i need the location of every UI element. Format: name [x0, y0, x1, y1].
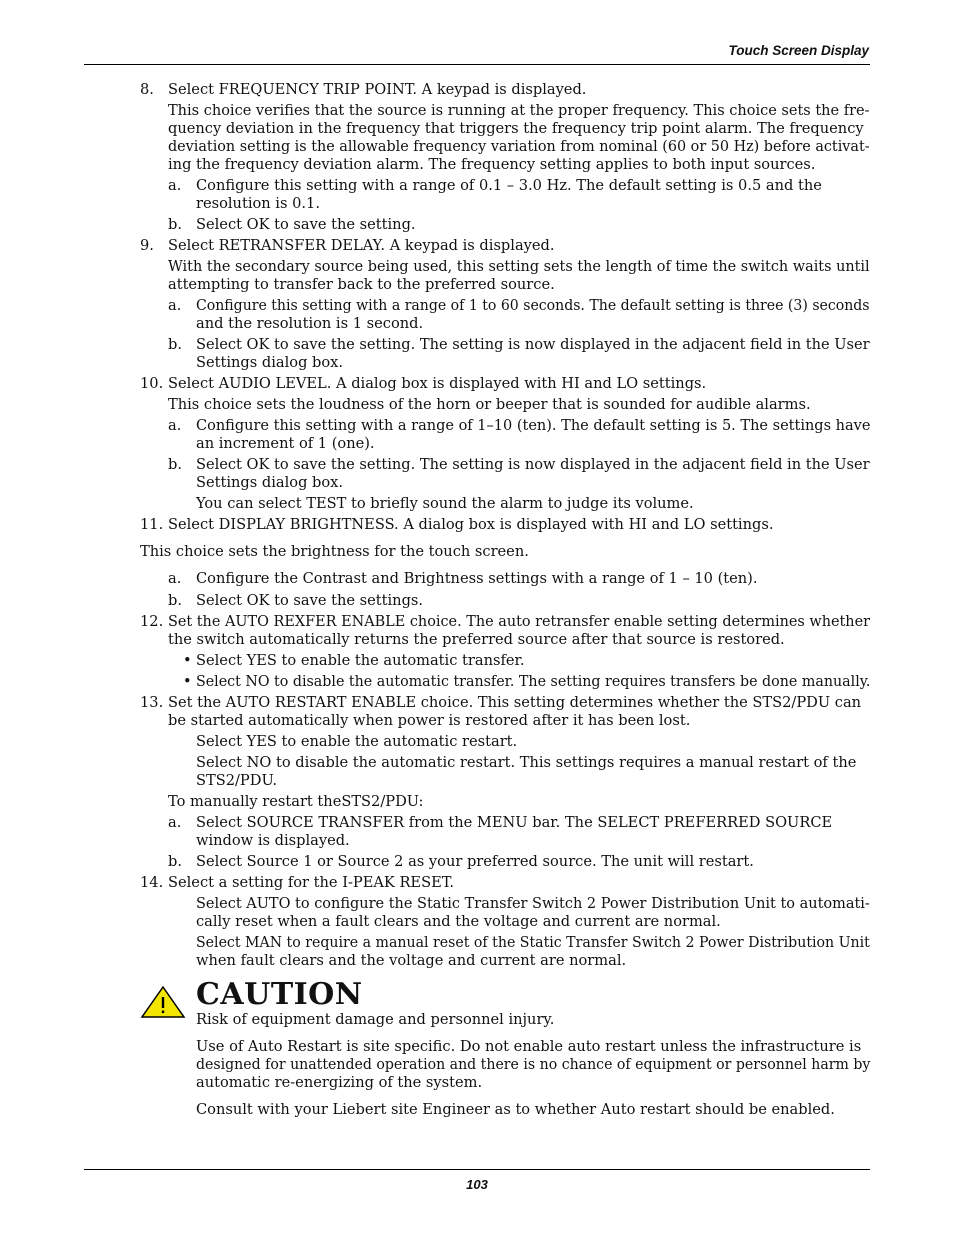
text-line-l48: automatic re-energizing of the system. — [196, 1074, 483, 1091]
text-line-l5: ing the frequency deviation alarm. The frequency setting applies to both input sources. — [168, 156, 816, 173]
text-line-b12b: • — [183, 673, 192, 690]
text-line-a8a: a. — [168, 177, 182, 194]
text-line-l30: Select NO to disable the automatic transfer. The setting requires transfers be done manually. — [196, 673, 871, 690]
text-line-a10a: a. — [168, 417, 182, 434]
text-line-l33: Select YES to enable the automatic restart. — [196, 733, 518, 750]
text-line-l26: Select OK to save the settings. — [196, 592, 424, 609]
text-line-l46: Use of Auto Restart is site specific. Do not enable auto restart unless the infrastructure is — [196, 1038, 862, 1055]
text-line-l31: Set the AUTO RESTART ENABLE choice. This setting determines whether the STS2/PDU can — [168, 694, 862, 711]
text-line-n9: 9. — [140, 237, 154, 254]
text-line-n13: 13. — [140, 694, 164, 711]
text-line-l45: Risk of equipment damage and personnel injury. — [196, 1011, 555, 1028]
text-line-l1: Select FREQUENCY TRIP POINT. A keypad is displayed. — [168, 81, 587, 98]
text-line-l21: Settings dialog box. — [196, 474, 344, 491]
text-line-l7: resolution is 0.1. — [196, 195, 320, 212]
text-line-l43: Select MAN to require a manual reset of the Static Transfer Switch 2 Power Distribution Unit — [196, 934, 870, 951]
text-line-l49: Consult with your Liebert site Engineer as to whether Auto restart should be enabled. — [196, 1101, 835, 1118]
text-line-l6: Configure this setting with a range of 0.1 – 3.0 Hz. The default setting is 0.5 and the — [196, 177, 822, 194]
text-line-n14: 14. — [140, 874, 164, 891]
text-line-l14: Select OK to save the setting. The setting is now displayed in the adjacent field in the User — [196, 336, 870, 353]
text-line-l22: You can select TEST to briefly sound the alarm to judge its volume. — [196, 495, 694, 512]
text-line-l2: This choice verifies that the source is running at the proper frequency. This choice sets the fre- — [168, 102, 870, 119]
text-line-a8b: b. — [168, 216, 182, 233]
text-line-l25: Configure the Contrast and Brightness settings with a range of 1 – 10 (ten). — [196, 570, 758, 587]
text-line-n10: 10. — [140, 375, 164, 392]
text-line-l20: Select OK to save the setting. The setting is now displayed in the adjacent field in the User — [196, 456, 870, 473]
text-line-l11: attempting to transfer back to the preferred source. — [168, 276, 555, 293]
text-line-a9b: b. — [168, 336, 182, 353]
text-line-n12: 12. — [140, 613, 164, 630]
text-line-l32: be started automatically when power is restored after it has been lost. — [168, 712, 691, 729]
text-line-a13a: a. — [168, 814, 182, 831]
caution-heading: CAUTION — [196, 977, 363, 1012]
text-line-l18: Configure this setting with a range of 1–10 (ten). The default setting is 5. The settings have — [196, 417, 871, 434]
text-line-l19: an increment of 1 (one). — [196, 435, 375, 452]
text-line-l44: when fault clears and the voltage and current are normal. — [196, 952, 627, 969]
text-line-n11: 11. — [140, 516, 164, 533]
text-line-l28: the switch automatically returns the preferred source after that source is restored. — [168, 631, 785, 648]
text-line-l15: Settings dialog box. — [196, 354, 344, 371]
text-line-a10b: b. — [168, 456, 182, 473]
text-line-n8: 8. — [140, 81, 154, 98]
text-line-a11a: a. — [168, 570, 182, 587]
page-number: 103 — [466, 1177, 488, 1192]
text-line-l9: Select RETRANSFER DELAY. A keypad is displayed. — [168, 237, 555, 254]
text-line-l3: quency deviation in the frequency that triggers the frequency trip point alarm. The frequency — [168, 120, 864, 137]
text-line-b12a: • — [183, 652, 192, 669]
text-line-l17: This choice sets the loudness of the horn or beeper that is sounded for audible alarms. — [168, 396, 811, 413]
text-line-l40: Select a setting for the I-PEAK RESET. — [168, 874, 454, 891]
text-line-l37: Select SOURCE TRANSFER from the MENU bar. The SELECT PREFERRED SOURCE — [196, 814, 833, 831]
text-line-l41: Select AUTO to configure the Static Transfer Switch 2 Power Distribution Unit to automati- — [196, 895, 870, 912]
warning-triangle-icon — [140, 985, 186, 1019]
text-line-a13b: b. — [168, 853, 182, 870]
text-line-l8: Select OK to save the setting. — [196, 216, 416, 233]
text-line-l4: deviation setting is the allowable frequency variation from nominal (60 or 50 Hz) before activat- — [168, 138, 870, 155]
text-line-l36: To manually restart theSTS2/PDU: — [168, 793, 424, 810]
text-line-a9a: a. — [168, 297, 182, 314]
text-line-a11b: b. — [168, 592, 182, 609]
header-rule — [84, 64, 870, 65]
text-line-l34: Select NO to disable the automatic restart. This settings requires a manual restart of the — [196, 754, 857, 771]
text-line-l42: cally reset when a fault clears and the voltage and current are normal. — [196, 913, 721, 930]
text-line-l24: This choice sets the brightness for the touch screen. — [140, 543, 529, 560]
text-line-l10: With the secondary source being used, this setting sets the length of time the switch waits until — [168, 258, 870, 275]
text-line-l38: window is displayed. — [196, 832, 350, 849]
text-line-l16: Select AUDIO LEVEL. A dialog box is displayed with HI and LO settings. — [168, 375, 707, 392]
running-header: Touch Screen Display — [728, 43, 869, 58]
text-line-l12: Configure this setting with a range of 1 to 60 seconds. The default setting is three (3) seconds — [196, 297, 870, 314]
text-line-l47: designed for unattended operation and there is no chance of equipment or personnel harm by — [196, 1056, 871, 1073]
text-line-l39: Select Source 1 or Source 2 as your preferred source. The unit will restart. — [196, 853, 754, 870]
text-line-l35: STS2/PDU. — [196, 772, 278, 789]
text-line-l27: Set the AUTO REXFER ENABLE choice. The auto retransfer enable setting determines whether — [168, 613, 871, 630]
text-line-l13: and the resolution is 1 second. — [196, 315, 424, 332]
footer-rule — [84, 1169, 870, 1170]
text-line-l23: Select DISPLAY BRIGHTNESS. A dialog box is displayed with HI and LO settings. — [168, 516, 774, 533]
text-line-l29: Select YES to enable the automatic transfer. — [196, 652, 525, 669]
